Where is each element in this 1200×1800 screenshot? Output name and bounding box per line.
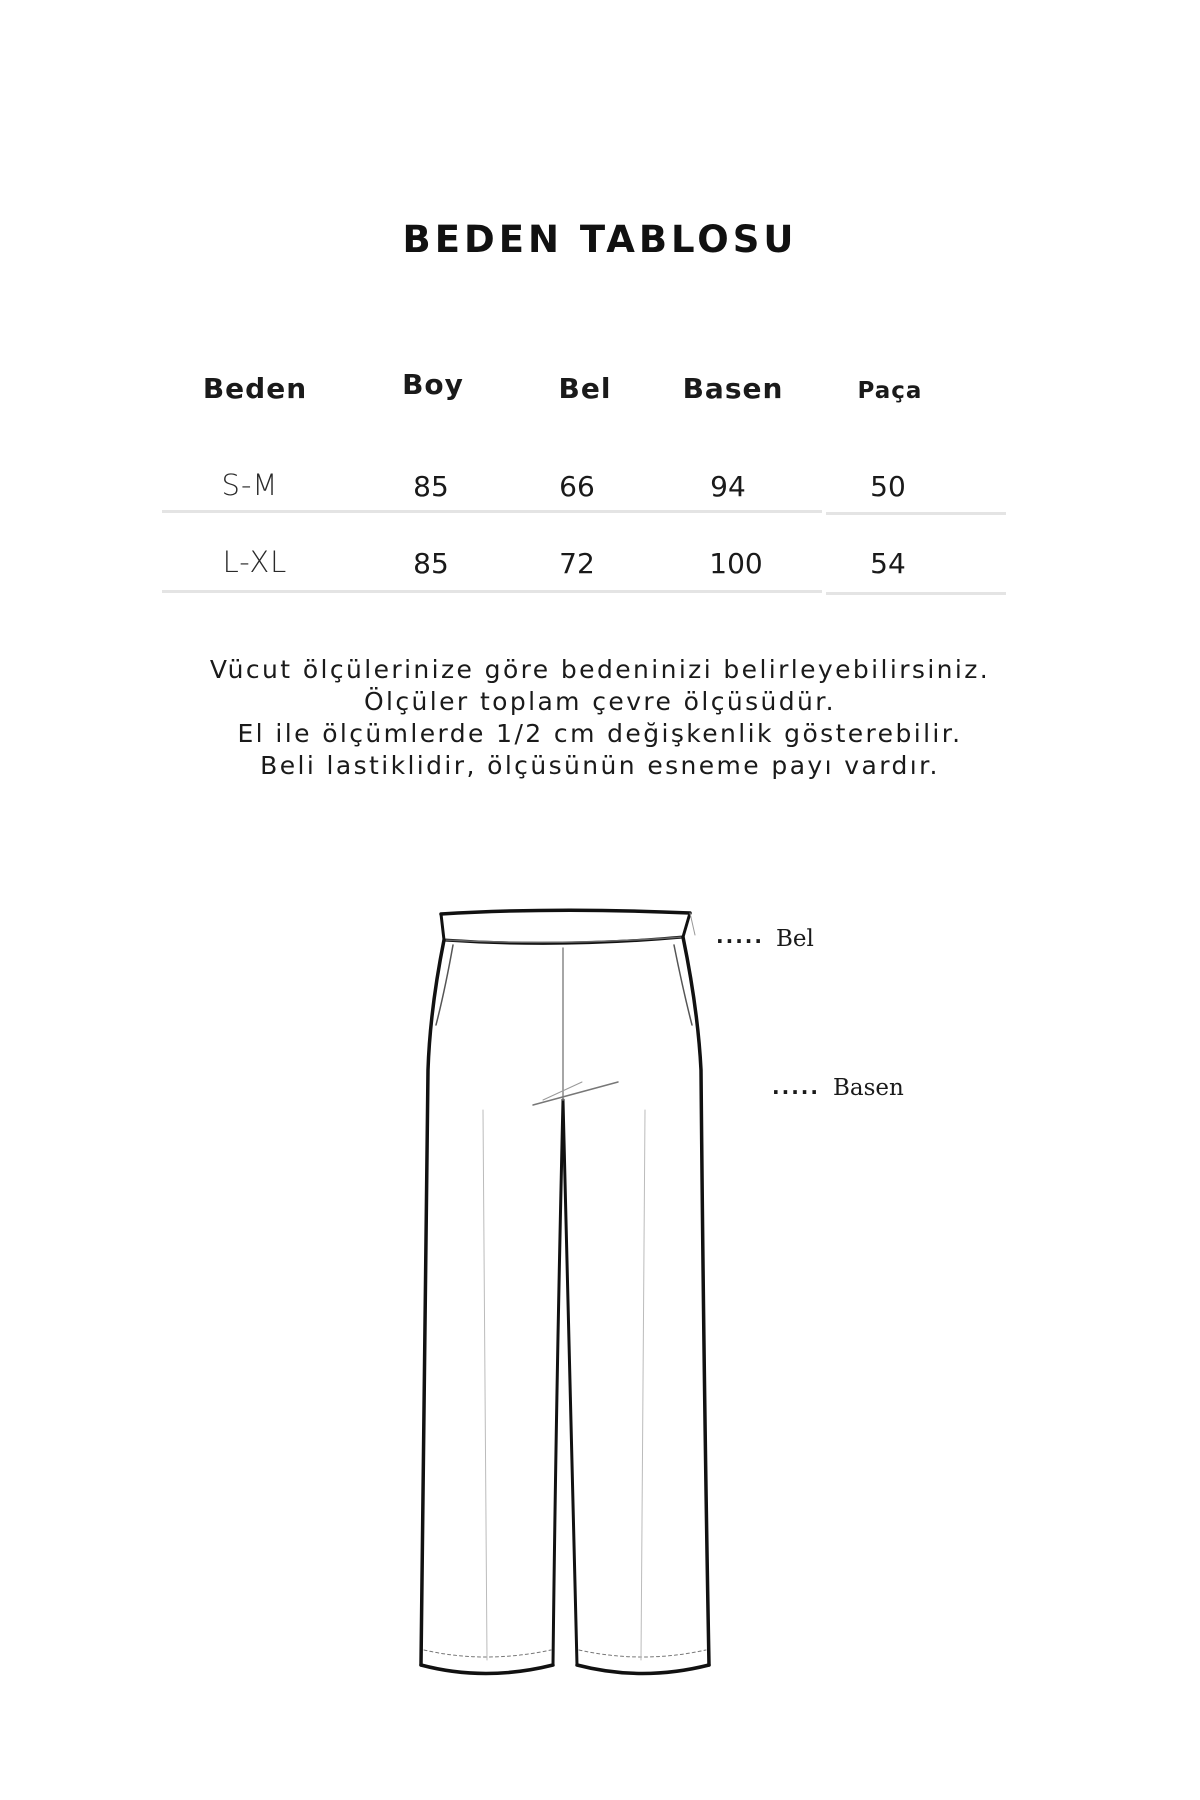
- waist-label: Bel: [776, 926, 814, 952]
- waist-leader: .....: [716, 924, 764, 948]
- left-crease: [483, 1110, 487, 1660]
- right-leg-outer: [683, 937, 709, 1665]
- header-boy: Boy: [402, 368, 464, 401]
- left-pocket: [436, 945, 453, 1025]
- hip-label: Basen: [833, 1075, 904, 1101]
- cell-paca: 50: [870, 470, 906, 503]
- cell-bel: 72: [559, 547, 595, 580]
- note-line: Ölçüler toplam çevre ölçüsüdür.: [363, 687, 837, 716]
- hip-leader: .....: [772, 1075, 820, 1099]
- left-hem-stitch: [424, 1650, 551, 1657]
- left-inseam: [553, 1100, 563, 1665]
- cell-size: L-XL: [222, 545, 288, 579]
- header-basen: Basen: [682, 372, 784, 405]
- cell-bel: 66: [559, 470, 595, 503]
- header-paca: Paça: [857, 378, 923, 404]
- right-hem-stitch: [579, 1650, 706, 1657]
- cell-size: S-M: [221, 468, 279, 502]
- right-pocket: [674, 945, 692, 1025]
- page-title: BEDEN TABLOSU: [402, 218, 798, 261]
- note-line: El ile ölçümlerde 1/2 cm değişkenlik gösterebilir.: [237, 719, 963, 748]
- left-leg-outer: [421, 940, 444, 1665]
- note-line: Beli lastiklidir, ölçüsünün esneme payı vardır.: [260, 751, 940, 780]
- right-hem: [577, 1665, 709, 1674]
- right-inseam: [563, 1100, 577, 1665]
- cell-boy: 85: [413, 547, 449, 580]
- cell-boy: 85: [413, 470, 449, 503]
- cell-paca: 54: [870, 547, 906, 580]
- note-line: Vücut ölçülerinize göre bedeninizi belirleyebilirsiniz.: [209, 655, 991, 684]
- header-bel: Bel: [558, 372, 612, 405]
- cell-basen: 94: [710, 470, 746, 503]
- waistband-bottom: [444, 937, 683, 942]
- header-beden: Beden: [202, 372, 308, 405]
- left-hem: [421, 1665, 553, 1674]
- right-crease: [641, 1110, 645, 1660]
- waistband-top: [441, 910, 690, 914]
- waist-pointer: [690, 913, 695, 935]
- cell-basen: 100: [709, 547, 763, 580]
